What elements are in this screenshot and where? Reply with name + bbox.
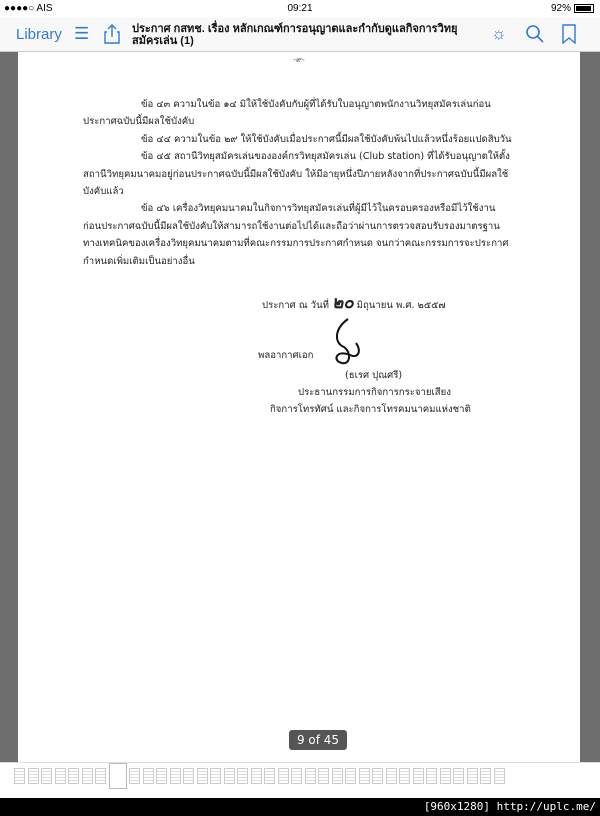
paragraph: ข้อ ๔๕ สถานีวิทยุสมัครเล่นขององค์กรวิทยุสมัครเล่น (Club station) ที่ได้รับอนุญาตให้ตั้งสถานีวิทยุคมนาคมอยู่ก่อนประกาศฉบับนี้มีผลใช้บังคับ ให้มีอายุหนึ่งปีภายหลังจากที่ประกาศฉบับนี้มีผลใช้บังคับแล้ว <box>83 151 510 198</box>
document-viewer[interactable] <box>0 52 600 762</box>
toolbar <box>0 18 600 52</box>
watermark: [960x1280] http://uplc.me/ <box>423 800 596 813</box>
page-thumbnail[interactable] <box>41 768 52 784</box>
bookmark-icon[interactable] <box>562 24 576 49</box>
date-suffix: มิถุนายน พ.ศ. ๒๕๕๗ <box>356 300 446 312</box>
page-thumbnail[interactable] <box>426 768 437 784</box>
page-thumbnail[interactable] <box>494 768 505 784</box>
rank: พลอากาศเอก <box>258 350 314 362</box>
page-thumbnail[interactable] <box>28 768 39 784</box>
page-marker: -๙- <box>293 55 305 64</box>
page-thumbnail[interactable] <box>156 768 167 784</box>
page-thumbnail[interactable] <box>467 768 478 784</box>
table-of-contents-icon[interactable]: ☰ <box>74 24 90 43</box>
document-page <box>18 52 580 762</box>
page-thumbnail[interactable] <box>359 768 370 784</box>
page-thumbnail[interactable] <box>224 768 235 784</box>
brightness-icon[interactable]: ☼ <box>491 24 507 43</box>
page-thumbnail[interactable] <box>55 768 66 784</box>
paragraph: ข้อ ๔๖ เครื่องวิทยุคมนาคมในกิจการวิทยุสมัครเล่นที่ผู้มีไว้ในครอบครองหรือมีไว้ใช้งานก่อนประกาศฉบับนี้มีผลใช้บังคับให้สามารถใช้งานต่อไปได้และถือว่าผ่านการตรวจสอบรับรองมาตรฐานทางเทคนิคของเครื่องวิทยุคมนาคมตามที่คณะกรรมการประกาศกำหนด จนกว่าคณะกรรมการจะประกาศกำหนดเพิ่มเติมเป็นอย่างอื่น <box>83 203 509 267</box>
status-bar <box>0 0 600 18</box>
page-thumbnail[interactable] <box>372 768 383 784</box>
signature-block <box>83 292 513 418</box>
page-thumbnail[interactable] <box>143 768 154 784</box>
page-thumbnail[interactable] <box>237 768 248 784</box>
page-thumbnail[interactable] <box>305 768 316 784</box>
date-line <box>83 292 513 317</box>
page-thumbnail[interactable] <box>332 768 343 784</box>
page-thumbnail[interactable] <box>386 768 397 784</box>
battery-icon <box>574 4 594 13</box>
page-thumbnail[interactable] <box>264 768 275 784</box>
book-title-text: ประกาศ กสทช. เรื่อง หลักเกณฑ์การอนุญาตและกำกับดูแลกิจการวิทยุสมัครเล่น (1) <box>132 22 458 47</box>
page-thumbnail[interactable] <box>183 768 194 784</box>
page-indicator: 9 of 45 <box>289 730 347 750</box>
page-thumbnail[interactable] <box>109 763 127 789</box>
date-day: ๒๐ <box>332 293 354 314</box>
page-thumbnail[interactable] <box>291 768 302 784</box>
page-thumbnail[interactable] <box>129 768 140 784</box>
page-thumbnail[interactable] <box>170 768 181 784</box>
page-thumbnail[interactable] <box>318 768 329 784</box>
page-thumbnail[interactable] <box>197 768 208 784</box>
page-thumbnail[interactable] <box>399 768 410 784</box>
page-thumbnail[interactable] <box>453 768 464 784</box>
thumbnail-strip[interactable] <box>0 762 600 798</box>
position-line-2: กิจการโทรทัศน์ และกิจการโทรคมนาคมแห่งชาติ <box>270 404 471 416</box>
paragraph: ข้อ ๔๔ ความในข้อ ๒๙ ให้ใช้บังคับเมื่อประกาศนี้มีผลใช้บังคับพ้นไปแล้วหนึ่งร้อยแปดสิบวัน <box>141 133 512 145</box>
book-title <box>132 18 482 51</box>
page-thumbnail[interactable] <box>278 768 289 784</box>
page-body <box>83 96 513 418</box>
page-thumbnail[interactable] <box>210 768 221 784</box>
search-icon[interactable] <box>525 24 545 49</box>
share-icon[interactable] <box>104 24 120 49</box>
paragraph: ข้อ ๔๓ ความในข้อ ๑๔ มิให้ใช้บังคับกับผู้ที่ได้รับใบอนุญาตพนักงานวิทยุสมัครเล่นก่อนประกาศฉบับนี้มีผลใช้บังคับ <box>83 99 491 128</box>
carrier: ●●●●○ AIS <box>4 3 53 14</box>
clock: 09:21 <box>287 3 313 14</box>
position-line-1: ประธานกรรมการกิจการกระจายเสียง <box>298 387 451 399</box>
date-prefix: ประกาศ ณ วันที่ <box>262 300 329 312</box>
page-thumbnail[interactable] <box>440 768 451 784</box>
page-thumbnail[interactable] <box>68 768 79 784</box>
page-thumbnail[interactable] <box>413 768 424 784</box>
page-thumbnail[interactable] <box>95 768 106 784</box>
page-thumbnail[interactable] <box>14 768 25 784</box>
signature-area <box>83 317 513 367</box>
library-button[interactable]: Library <box>16 26 62 43</box>
battery-percent: 92% <box>550 3 571 14</box>
page-thumbnail[interactable] <box>480 768 491 784</box>
page-thumbnail[interactable] <box>82 768 93 784</box>
page-thumbnail[interactable] <box>345 768 356 784</box>
signer-name: (ธเรศ ปุณศรี) <box>345 370 403 382</box>
page-thumbnail[interactable] <box>251 768 262 784</box>
signature-image <box>314 317 374 367</box>
